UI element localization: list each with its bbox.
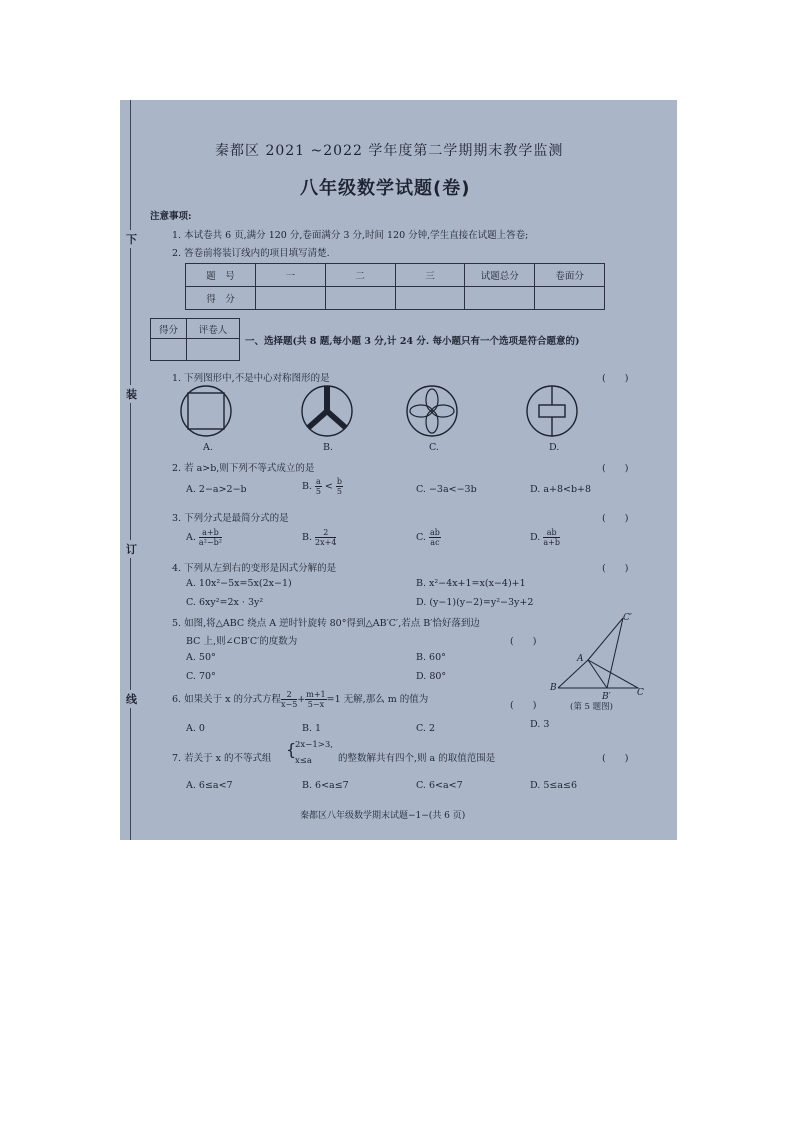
q6-answer-paren: ( ) xyxy=(510,700,537,711)
point-c-prime: C′ xyxy=(623,613,632,623)
note-2: 2. 答卷前将装订线内的项目填写清楚. xyxy=(172,248,330,259)
q6-option-a: A. 0 xyxy=(186,723,205,734)
q5-option-c: C. 70° xyxy=(186,671,216,682)
note-1: 1. 本试卷共 6 页,满分 120 分,卷面满分 3 分,时间 120 分钟,学生直接在试题上答卷; xyxy=(172,230,529,241)
q3-option-c: C. $\frac{ab}{ac}$ xyxy=(416,528,440,547)
q1-figures xyxy=(175,382,630,440)
q1-label-d: D. xyxy=(549,442,560,453)
score-head-label: 题 号 xyxy=(186,264,256,287)
binding-char-2: 装 xyxy=(126,385,137,403)
q7-stem-suffix: 的整数解共有四个,则 a 的取值范围是 xyxy=(338,753,496,764)
score-table xyxy=(185,263,605,310)
q3-option-a: A. $\frac{a+b}{\text{a²−b²}}$ xyxy=(186,528,222,547)
q7-answer-paren: ( ) xyxy=(602,753,629,764)
q5-geometry-figure xyxy=(550,610,645,702)
q6-option-b: B. 1 xyxy=(302,723,322,734)
q6-stem: 6. 如果关于 x 的分式方程 $\frac{2}{x-5}$ + $\frac{m+1}{5-x}$ =1 无解,那么 m 的值为 xyxy=(172,690,429,709)
q7-system-line1: 2x−1>3, xyxy=(295,740,333,750)
q7-system-line2: x≤a xyxy=(295,756,312,766)
score-head-2: 二 xyxy=(325,264,395,287)
q4-option-a: A. 10x²−5x=5x(2x−1) xyxy=(186,578,292,589)
score-head-neatness: 卷面分 xyxy=(535,264,605,287)
q4-answer-paren: ( ) xyxy=(602,563,629,574)
q7-option-a: A. 6≤a<7 xyxy=(186,780,233,791)
q2-option-b: B. $\frac{a}{5}$ < $\frac{b}{5}$ xyxy=(302,477,342,496)
q4-option-d: D. (y−1)(y−2)=y²−3y+2 xyxy=(416,597,534,608)
q7-option-d: D. 5≤a≤6 xyxy=(530,780,577,791)
score-head-3: 三 xyxy=(395,264,465,287)
point-b: B xyxy=(550,683,557,693)
exam-header: 秦都区 2021 ~2022 学年度第二学期期末教学监测 xyxy=(215,143,564,159)
page-footer: 秦都区八年级数学期末试题−1−(共 6 页) xyxy=(300,811,466,821)
score-head-1: 一 xyxy=(255,264,325,287)
q7-option-b: B. 6<a≤7 xyxy=(302,780,349,791)
q5-option-b: B. 60° xyxy=(416,652,446,663)
point-b-prime: B′ xyxy=(602,692,611,702)
binding-char-1: 下 xyxy=(126,230,137,248)
exam-page-photo xyxy=(120,100,677,840)
q1-answer-paren: ( ) xyxy=(602,373,629,384)
q1-label-c: C. xyxy=(429,442,439,453)
grader-table xyxy=(150,318,240,361)
binding-char-3: 订 xyxy=(126,540,137,558)
q1-stem: 1. 下列图形中,不是中心对称图形的是 xyxy=(172,373,330,384)
q2-answer-paren: ( ) xyxy=(602,463,629,474)
q3-stem: 3. 下列分式是最简分式的是 xyxy=(172,513,289,524)
q1-label-b: B. xyxy=(323,442,334,453)
score-head-total: 试题总分 xyxy=(465,264,535,287)
score-cell xyxy=(535,287,605,310)
binding-char-4: 线 xyxy=(126,690,137,708)
grader-name-label: 评卷人 xyxy=(186,319,239,339)
point-c: C xyxy=(637,688,644,698)
grader-cell xyxy=(186,339,239,361)
q5-stem-line2: BC 上,则∠CB′C′的度数为 xyxy=(186,636,298,647)
q3-answer-paren: ( ) xyxy=(602,513,629,524)
q2-stem: 2. 若 a>b,则下列不等式成立的是 xyxy=(172,463,315,474)
q6-option-c: C. 2 xyxy=(416,723,436,734)
q5-figure-caption: (第 5 题图) xyxy=(570,702,613,712)
q2-option-d: D. a+8<b+8 xyxy=(530,484,592,495)
q4-option-c: C. 6xy²=2x · 3y² xyxy=(186,597,264,608)
grader-cell xyxy=(151,339,187,361)
q5-option-a: A. 50° xyxy=(186,652,216,663)
score-cell xyxy=(395,287,465,310)
q4-option-b: B. x²−4x+1=x(x−4)+1 xyxy=(416,578,526,589)
point-a: A xyxy=(577,654,584,664)
q7-option-c: C. 6<a<7 xyxy=(416,780,463,791)
q4-stem: 4. 下列从左到右的变形是因式分解的是 xyxy=(172,563,337,574)
q2-option-a: A. 2−a>2−b xyxy=(186,484,247,495)
score-cell xyxy=(465,287,535,310)
section-1-heading: 一、选择题(共 8 题,每小题 3 分,计 24 分. 每小题只有一个选项是符合题意的) xyxy=(245,336,580,347)
q1-label-a: A. xyxy=(203,442,213,453)
notes-title: 注意事项: xyxy=(150,211,192,222)
q5-option-d: D. 80° xyxy=(416,671,447,682)
q2-option-c: C. −3a<−3b xyxy=(416,484,477,495)
figure-b-icon xyxy=(302,386,352,436)
q6-option-d: D. 3 xyxy=(530,719,550,730)
q7-brace: { xyxy=(286,740,297,759)
q5-stem-line1: 5. 如图,将△ABC 绕点 A 逆时针旋转 80°得到△AB′C′,若点 B′恰好落到边 xyxy=(172,618,480,629)
q5-answer-paren: ( ) xyxy=(510,636,537,647)
score-cell xyxy=(325,287,395,310)
figure-a-icon xyxy=(181,386,231,436)
q3-option-d: D. $\frac{ab}{a+b}$ xyxy=(530,528,560,547)
exam-title: 八年级数学试题(卷) xyxy=(300,178,471,199)
binding-line xyxy=(130,100,131,840)
figure-d-icon xyxy=(527,386,577,436)
q7-stem-prefix: 7. 若关于 x 的不等式组 xyxy=(172,753,272,764)
score-cell xyxy=(255,287,325,310)
score-row-label: 得 分 xyxy=(186,287,256,310)
q3-option-b: B. $\frac{2}{2x+4}$ xyxy=(302,528,337,547)
grader-score-label: 得分 xyxy=(151,319,187,339)
figure-c-icon xyxy=(407,386,457,436)
